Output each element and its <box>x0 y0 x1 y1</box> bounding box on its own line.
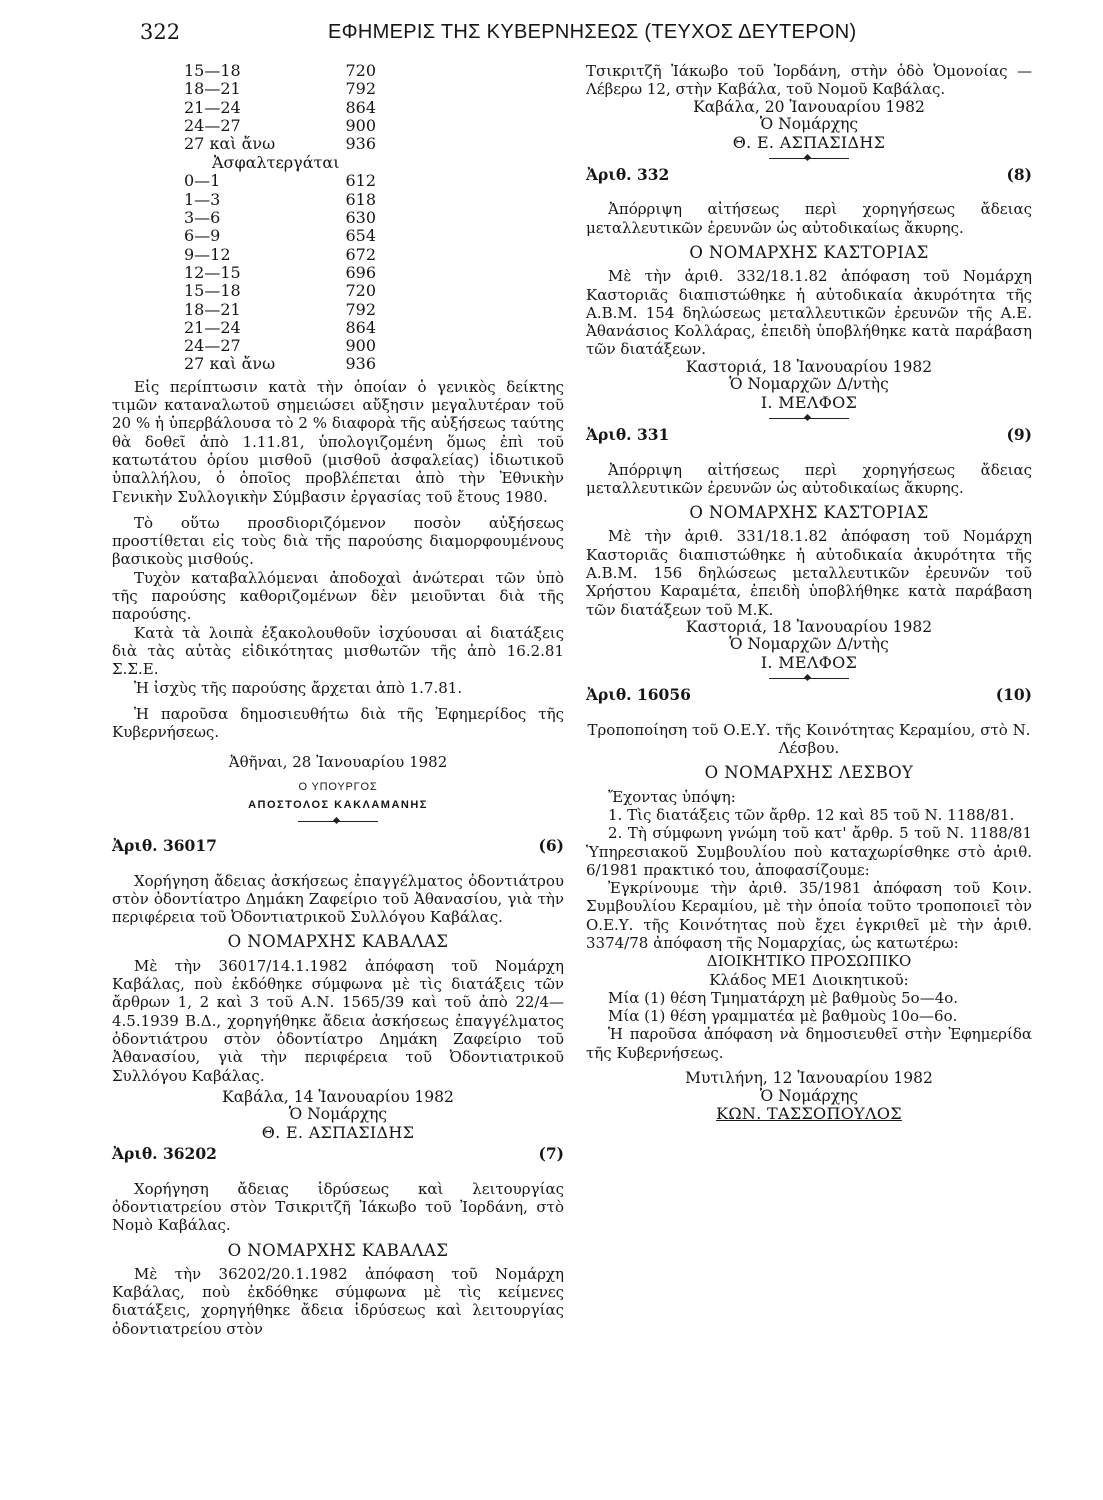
wage-row <box>112 355 564 373</box>
signer-name: Ι. ΜΕΛΦΟΣ <box>760 652 858 672</box>
wage-row <box>112 117 564 135</box>
wage-value: 936 <box>345 134 376 154</box>
place-date: Καβάλα, 14 Ἰανουαρίου 1982 <box>222 1087 454 1106</box>
left-column <box>112 62 564 1338</box>
decision-10-approval: Ἐγκρίνουμε τὴν ἀριθ. 35/1981 ἀπόφαση τοῦ Κοιν. Συμβουλίου Κεραμίου, μὲ τὴν ὁποία τοῦτο τροποποιεῖ τὸν Ο.Ε.Υ. τῆς Κοινότητας ποὺ ἔχει ἐγκριθεῖ μὲ τὴν ἀριθ. 3374/78 ἀπόφαση τῆς Νομαρχίας, ὡς κατωτέρω: <box>586 879 1032 952</box>
decision-index: (10) <box>995 685 1032 705</box>
asphalt-workers-heading: Ἀσφαλτεργάται <box>212 153 340 173</box>
age-range: 12—15 <box>184 262 241 282</box>
decision-8-number-line <box>586 166 1032 184</box>
wage-value: 654 <box>345 226 376 246</box>
decision-7-title: Χορήγηση ἄδειας ἱδρύσεως καὶ λειτουργίας ὀδοντιατρείου στὸν Τσικριτζῆ Ἰάκωβο τοῦ Ἰορδάνη, στὸ Νομὸ Καβάλας. <box>112 1179 564 1235</box>
decision-index: (9) <box>1006 425 1032 445</box>
gazette-title: ΕΦΗΜΕΡΙΣ ΤΗΣ ΚΥΒΕΡΝΗΣΕΩΣ (ΤΕΥΧΟΣ ΔΕΥΤΕΡΟΝ) <box>328 21 857 43</box>
decision-10-authority: Ο ΝΟΜΑΡΧΗΣ ΛΕΣΒΟΥ <box>704 763 914 783</box>
age-range: 15—18 <box>184 281 241 301</box>
decision-index: (7) <box>538 1144 564 1164</box>
separator-rule <box>769 678 849 679</box>
decision-number: Ἀριθ. 16056 <box>586 685 691 705</box>
minister-name: ΑΠΟΣΤΟΛΟΣ ΚΑΚΛΑΜΑΝΗΣ <box>248 798 428 811</box>
signer-title: Ὁ Νομάρχης <box>759 1086 859 1105</box>
age-range: 21—24 <box>184 97 241 117</box>
decision-10-position-1: Μία (1) θέση Τμηματάρχη μὲ βαθμοὺς 5ο—4ο. <box>608 988 959 1007</box>
decision-number: Ἀριθ. 36202 <box>112 1144 217 1164</box>
decision-7-body-continued: Τσικριτζῆ Ἰάκωβο τοῦ Ἰορδάνη, στὴν ὁδὸ Ὁμονοίας — Λέβερω 12, στὴν Καβάλα, τοῦ Νομοῦ Καβάλας. <box>586 62 1032 99</box>
place-date: Μυτιλήνη, 12 Ἰανουαρίου 1982 <box>685 1069 933 1088</box>
decision-10-publication: Ἡ παροῦσα ἀπόφαση νὰ δημοσιευθεῖ στὴν Ἐφημερίδα τῆς Κυβερνήσεως. <box>586 1025 1032 1062</box>
wage-value: 612 <box>345 171 376 191</box>
decision-7-authority: Ο ΝΟΜΑΡΧΗΣ ΚΑΒΑΛΑΣ <box>227 1240 449 1260</box>
decision-7-signature <box>586 99 1032 152</box>
signer-name: Θ. Ε. ΑΣΠΑΣΙΔΗΣ <box>732 132 886 152</box>
paragraph-increase-added: Τὸ οὕτω προσδιοριζόμενον ποσὸν αὐξήσεως προστίθεται εἰς τοὺς διὰ τῆς παρούσης διαμορφουμένους βασικοὺς μισθούς. <box>112 513 564 569</box>
wage-row <box>112 62 564 80</box>
age-range: 27 καὶ ἄνω <box>184 134 276 154</box>
age-range: 3—6 <box>184 208 221 228</box>
wage-table-asphalt <box>112 172 564 373</box>
age-range: 15—18 <box>184 61 241 80</box>
signer-title: Ὁ Νομάρχης <box>759 115 859 134</box>
wage-value: 864 <box>345 317 376 337</box>
decision-index: (6) <box>538 836 564 856</box>
page-header <box>0 18 1103 48</box>
signer-name: Θ. Ε. ΑΣΠΑΣΙΔΗΣ <box>261 1122 415 1142</box>
separator-rule <box>769 418 849 419</box>
wage-value: 900 <box>345 115 376 135</box>
page-number: 322 <box>140 20 181 44</box>
decision-number: Ἀριθ. 332 <box>586 165 670 185</box>
paragraph-higher-pay: Τυχὸν καταβαλλόμεναι ἀποδοχαὶ ἀνώτεραι τῶν ὑπὸ τῆς παρούσης καθοριζομένων δὲν μειοῦνται διὰ τῆς παρούσης. <box>112 568 564 624</box>
decision-9-signature <box>586 619 1032 672</box>
signer-title: Ὁ Νομαρχῶν Δ/ντὴς <box>729 375 889 394</box>
decision-10-number-line <box>586 686 1032 704</box>
age-range: 0—1 <box>184 171 221 191</box>
place-date: Καστοριά, 18 Ἰανουαρίου 1982 <box>685 357 933 376</box>
age-range: 6—9 <box>184 226 221 246</box>
signer-title: Ὁ Νομαρχῶν Δ/ντὴς <box>729 635 889 654</box>
wage-row <box>112 337 564 355</box>
wage-value: 672 <box>345 244 376 264</box>
decision-6-body: Μὲ τὴν 36017/14.1.1982 ἀπόφαση τοῦ Νομάρχη Καβάλας, ποὺ ἐκδόθηκε σύμφωνα μὲ τὶς διατάξεις τῶν ἄρθρων 1, 2 καὶ 3 τοῦ Α.Ν. 1565/39 καὶ τοῦ ἀπὸ 22/4—4.5.1939 Β.Δ., χορηγήθηκε ἄδεια ἀσκήσεως ἐπαγγέλματος ὀδοντιάτρου στὸν ὀδοντίατρο Δημάκη Ζαφείριο τοῦ Ἀθανασίου, γιὰ τὴν περιφέρεια τοῦ Ὀδοντιατρικοῦ Συλλόγου Καβάλας. <box>112 956 564 1085</box>
signer-name: ΚΩΝ. ΤΑΣΣΟΠΟΥΛΟΣ <box>716 1104 902 1124</box>
wage-row <box>112 209 564 227</box>
wage-row <box>112 282 564 300</box>
decision-10-branch: Κλάδος ΜΕ1 Διοικητικοῦ: <box>709 970 909 989</box>
athens-date: Ἀθῆναι, 28 Ἰανουαρίου 1982 <box>228 753 448 772</box>
wage-value: 792 <box>345 79 376 99</box>
age-range: 18—21 <box>184 299 241 319</box>
decision-7-body: Μὲ τὴν 36202/20.1.1982 ἀπόφαση τοῦ Νομάρχη Καβάλας, ποὺ ἐκδόθηκε σύμφωνα μὲ τὶς κείμενες διατάξεις, χορηγήθηκε ἄδεια ἱδρύσεως καὶ λειτουργίας ὀδοντιατρείου στὸν <box>112 1264 564 1338</box>
wage-value: 618 <box>345 189 376 209</box>
right-column <box>586 62 1032 1123</box>
decision-6-signature <box>112 1089 564 1142</box>
decision-10-intro: Ἔχοντας ὑπόψη: <box>608 787 736 806</box>
age-range: 1—3 <box>184 189 221 209</box>
wage-row <box>112 191 564 209</box>
decision-8-body: Μὲ τὴν ἀριθ. 332/18.1.82 ἀπόφαση τοῦ Νομάρχη Καστοριᾶς διαπιστώθηκε ἡ αὐτοδικαία ἀκυρότητα τῆς Α.Β.Μ. 154 δηλώσεως μεταλλευτικῶν ἐρευνῶν τῆς Α.Ε. Ἀθανάσιος Κολλάρας, ἐπειδὴ ὑποβλήθηκε κατὰ παράβαση τῶν διατάξεων. <box>586 267 1032 359</box>
wage-table-top <box>112 62 564 153</box>
decision-number: Ἀριθ. 36017 <box>112 836 217 856</box>
wage-row <box>112 301 564 319</box>
age-range: 27 καὶ ἄνω <box>184 354 276 374</box>
decision-10-position-2: Μία (1) θέση γραμματέα μὲ βαθμοὺς 10ο—6ο. <box>608 1007 958 1026</box>
wage-value: 936 <box>345 354 376 374</box>
wage-value: 696 <box>345 262 376 282</box>
age-range: 9—12 <box>184 244 231 264</box>
wage-row <box>112 264 564 282</box>
decision-8-authority: Ο ΝΟΜΑΡΧΗΣ ΚΑΣΤΟΡΙΑΣ <box>689 242 929 262</box>
wage-row <box>112 172 564 190</box>
place-date: Καβάλα, 20 Ἰανουαρίου 1982 <box>693 97 925 116</box>
wage-row <box>112 99 564 117</box>
decision-8-title: Ἀπόρριψη αἰτήσεως περὶ χορηγήσεως ἄδειας μεταλλευτικῶν ἐρευνῶν ὡς αὐτοδικαίως ἄκυρης. <box>586 200 1032 237</box>
decision-7-number-line <box>112 1145 564 1163</box>
minister-title: Ο ΥΠΟΥΡΓΟΣ <box>298 780 378 793</box>
wage-row <box>112 227 564 245</box>
wage-value: 720 <box>345 61 376 80</box>
decision-10-title: Τροποποίηση τοῦ Ο.Ε.Υ. τῆς Κοινότητας Κεραμίου, στὸ Ν. Λέσβου. <box>587 720 1031 758</box>
wage-value: 900 <box>345 336 376 356</box>
signer-title: Ὁ Νομάρχης <box>288 1105 388 1124</box>
age-range: 21—24 <box>184 317 241 337</box>
age-range: 24—27 <box>184 115 241 135</box>
decision-6-authority: Ο ΝΟΜΑΡΧΗΣ ΚΑΒΑΛΑΣ <box>227 932 449 952</box>
decision-9-body: Μὲ τὴν ἀριθ. 331/18.1.82 ἀπόφαση τοῦ Νομάρχη Καστοριᾶς διαπιστώθηκε ἡ αὐτοδικαία ἀκυρότητα τῆς Α.Β.Μ. 156 δηλώσεως μεταλλευτικῶν ἐρευνῶν τοῦ Χρήστου Καραμέτα, ἐπειδὴ ὑποβλήθηκε κατὰ παράβαση τῶν διατάξεων τοῦ Μ.Κ. <box>586 527 1032 619</box>
separator-rule <box>769 158 849 159</box>
wage-value: 630 <box>345 208 376 228</box>
decision-9-title: Ἀπόρριψη αἰτήσεως περὶ χορηγήσεως ἄδειας μεταλλευτικῶν ἐρευνῶν ὡς αὐτοδικαίως ἄκυρης. <box>586 460 1032 497</box>
paragraph-other-provisions: Κατὰ τὰ λοιπὰ ἐξακολουθοῦν ἰσχύουσαι αἱ διατάξεις διὰ τὰς αὐτὰς εἰδικότητας μισθωτῶν τῆς ἀπὸ 16.2.81 Σ.Σ.Ε. <box>112 623 564 679</box>
decision-8-signature <box>586 359 1032 412</box>
wage-row <box>112 80 564 98</box>
decision-9-number-line <box>586 426 1032 444</box>
paragraph-index-increase: Εἰς περίπτωσιν κατὰ τὴν ὁποίαν ὁ γενικὸς δείκτης τιμῶν καταναλωτοῦ σημειώσει αὔξησιν μεγαλυτέραν τοῦ 20 % ἡ ὑπερβάλουσα τὸ 2 % διαφορὰ τῆς αὐξήσεως ταύτης θὰ δοθεῖ ἀπὸ 1.11.81, ὑπολογιζομένη ὅμως ἐπὶ τοῦ κατωτάτου ὁρίου μισθοῦ (μισθοῦ ἀσφαλείας) ἰδιωτικοῦ ὑπαλλήλου, ὁ ὁποῖος προβλέπεται ἀπὸ τὴν Ἐθνικὴν Γενικὴν Συλλογικὴν Σύμβασιν ἐργασίας τοῦ ἔτους 1980. <box>112 377 564 506</box>
paragraph-effective-date: Ἡ ἰσχὺς τῆς παρούσης ἄρχεται ἀπὸ 1.7.81. <box>134 678 463 697</box>
wage-row <box>112 319 564 337</box>
decision-index: (8) <box>1006 165 1032 185</box>
decision-6-number-line <box>112 837 564 855</box>
age-range: 18—21 <box>184 79 241 99</box>
decision-9-authority: Ο ΝΟΜΑΡΧΗΣ ΚΑΣΤΟΡΙΑΣ <box>689 503 929 523</box>
decision-10-section-heading: ΔΙΟΙΚΗΤΙΚΟ ΠΡΟΣΩΠΙΚΟ <box>706 952 912 971</box>
decision-10-item-1: 1. Τὶς διατάξεις τῶν ἄρθρ. 12 καὶ 85 τοῦ Ν. 1188/81. <box>608 805 1015 824</box>
decision-number: Ἀριθ. 331 <box>586 425 670 445</box>
wage-row <box>112 135 564 153</box>
wage-value: 792 <box>345 299 376 319</box>
decision-6-title: Χορήγηση ἄδειας ἀσκήσεως ἐπαγγέλματος ὀδοντιάτρου στὸν ὀδοντίατρο Δημάκη Ζαφείριο τοῦ Ἀθανασίου, γιὰ τὴν περιφέρεια τοῦ Ὀδοντιατρικοῦ Συλλόγου Καβάλας. <box>112 871 564 927</box>
separator-rule <box>298 821 378 822</box>
decision-10-item-2: 2. Τὴ σύμφωνη γνώμη τοῦ κατ' ἄρθρ. 5 τοῦ Ν. 1188/81 Ὑπηρεσιακοῦ Συμβουλίου ποὺ καταχωρίσθηκε στὸ ἀριθ. 6/1981 πρακτικό του, ἀποφασίζουμε: <box>586 824 1032 879</box>
paragraph-publication: Ἡ παροῦσα δημοσιευθήτω διὰ τῆς Ἐφημερίδος τῆς Κυβερνήσεως. <box>112 704 564 742</box>
signer-name: Ι. ΜΕΛΦΟΣ <box>760 392 858 412</box>
decision-10-signature <box>586 1070 1032 1123</box>
place-date: Καστοριά, 18 Ἰανουαρίου 1982 <box>685 617 933 636</box>
wage-value: 720 <box>345 281 376 301</box>
wage-row <box>112 246 564 264</box>
age-range: 24—27 <box>184 336 241 356</box>
wage-value: 864 <box>345 97 376 117</box>
